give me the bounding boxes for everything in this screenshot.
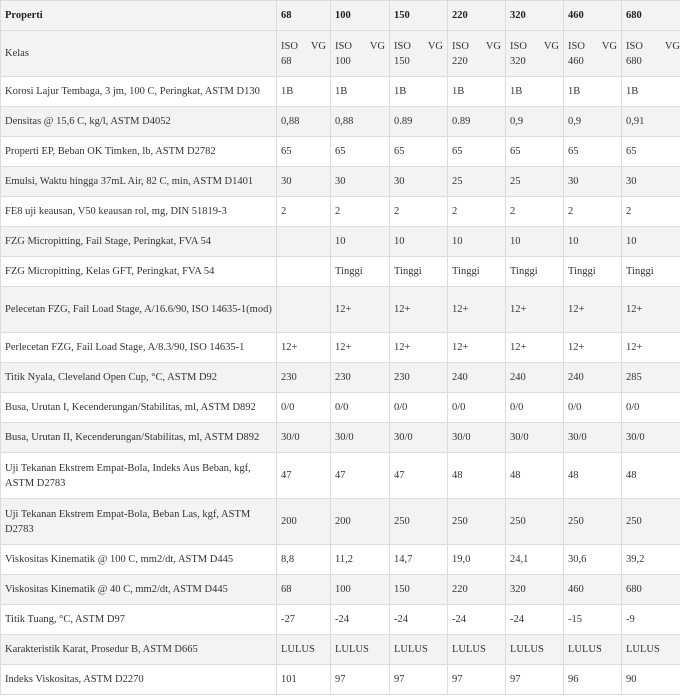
table-row-class [1, 31, 680, 77]
value-cell: 2 [448, 197, 506, 227]
value-cell: Tinggi [506, 257, 564, 287]
column-header-grade: 680 [622, 1, 680, 31]
table-row [1, 107, 680, 137]
column-header-grade: 100 [331, 1, 390, 31]
value-cell: 460 [564, 575, 622, 605]
value-cell: -24 [506, 605, 564, 635]
value-cell: Tinggi [390, 257, 448, 287]
value-cell: 30,6 [564, 545, 622, 575]
value-cell: -27 [277, 605, 331, 635]
value-cell: 30/0 [448, 423, 506, 453]
row-label: Titik Tuang, °C, ASTM D97 [1, 605, 277, 635]
value-cell: Tinggi [622, 257, 680, 287]
table-row [1, 575, 680, 605]
value-cell: 2 [564, 197, 622, 227]
value-cell: 65 [390, 137, 448, 167]
value-cell: 12+ [564, 333, 622, 363]
value-cell [277, 287, 331, 333]
value-cell: 90 [622, 665, 680, 695]
value-cell: 47 [390, 453, 448, 499]
table-row [1, 499, 680, 545]
row-label: FZG Micropitting, Kelas GFT, Peringkat, FVA 54 [1, 257, 277, 287]
row-label: Busa, Urutan I, Kecenderungan/Stabilitas, ml, ASTM D892 [1, 393, 277, 423]
value-cell: 1B [277, 77, 331, 107]
value-cell: LULUS [564, 635, 622, 665]
value-cell: 30 [622, 167, 680, 197]
row-label: Properti EP, Beban OK Timken, lb, ASTM D2782 [1, 137, 277, 167]
value-cell: 1B [331, 77, 390, 107]
value-cell: 2 [390, 197, 448, 227]
grade-cell [277, 31, 331, 77]
grade-number: 220 [452, 55, 468, 67]
value-cell: 12+ [622, 287, 680, 333]
value-cell: 220 [448, 575, 506, 605]
value-cell: LULUS [277, 635, 331, 665]
table-row [1, 77, 680, 107]
value-cell: 48 [564, 453, 622, 499]
grade-number: 460 [568, 55, 584, 67]
table-row [1, 605, 680, 635]
value-cell: 150 [390, 575, 448, 605]
value-cell: 97 [506, 665, 564, 695]
value-cell: 0/0 [564, 393, 622, 423]
table-header-row [1, 1, 680, 31]
value-cell: 2 [622, 197, 680, 227]
value-cell: 12+ [448, 287, 506, 333]
value-cell: 240 [564, 363, 622, 393]
value-cell: 0/0 [506, 393, 564, 423]
value-cell: 230 [331, 363, 390, 393]
value-cell: 24,1 [506, 545, 564, 575]
value-cell: Tinggi [448, 257, 506, 287]
value-cell: 0/0 [622, 393, 680, 423]
row-label: Uji Tekanan Ekstrem Empat-Bola, Indeks Aus Beban, kgf, ASTM D2783 [1, 453, 277, 499]
value-cell: 1B [564, 77, 622, 107]
row-label: Korosi Lajur Tembaga, 3 jm, 100 C, Peringkat, ASTM D130 [1, 77, 277, 107]
table-body [1, 31, 680, 695]
value-cell: 100 [331, 575, 390, 605]
table-row [1, 635, 680, 665]
column-header-grade: 460 [564, 1, 622, 31]
value-cell: 65 [331, 137, 390, 167]
grade-standard: ISO VG [335, 40, 385, 52]
value-cell: 14,7 [390, 545, 448, 575]
grade-number: 680 [626, 55, 642, 67]
table-row [1, 545, 680, 575]
value-cell: LULUS [448, 635, 506, 665]
value-cell: 101 [277, 665, 331, 695]
value-cell: Tinggi [564, 257, 622, 287]
row-label: Busa, Urutan II, Kecenderungan/Stabilitas, ml, ASTM D892 [1, 423, 277, 453]
column-header-grade: 150 [390, 1, 448, 31]
row-label: Titik Nyala, Cleveland Open Cup, °C, ASTM D92 [1, 363, 277, 393]
value-cell: 12+ [277, 333, 331, 363]
grade-number: 100 [335, 55, 351, 67]
table-row [1, 227, 680, 257]
value-cell: 30 [390, 167, 448, 197]
row-label: Indeks Viskositas, ASTM D2270 [1, 665, 277, 695]
value-cell: 96 [564, 665, 622, 695]
value-cell: 200 [331, 499, 390, 545]
value-cell: 0/0 [390, 393, 448, 423]
value-cell: LULUS [331, 635, 390, 665]
value-cell: -24 [390, 605, 448, 635]
value-cell: LULUS [622, 635, 680, 665]
grade-standard: ISO VG [510, 40, 559, 52]
value-cell: 12+ [448, 333, 506, 363]
value-cell: 12+ [331, 287, 390, 333]
grade-cell [448, 31, 506, 77]
value-cell: 240 [506, 363, 564, 393]
value-cell: 65 [506, 137, 564, 167]
value-cell: 12+ [564, 287, 622, 333]
value-cell: 1B [390, 77, 448, 107]
value-cell: 0,9 [506, 107, 564, 137]
value-cell: 39,2 [622, 545, 680, 575]
value-cell: 97 [448, 665, 506, 695]
value-cell: 30 [331, 167, 390, 197]
value-cell: 12+ [331, 333, 390, 363]
value-cell: 47 [331, 453, 390, 499]
grade-cell [506, 31, 564, 77]
value-cell: 2 [331, 197, 390, 227]
value-cell: 25 [506, 167, 564, 197]
row-label: Karakteristik Karat, Prosedur B, ASTM D665 [1, 635, 277, 665]
value-cell: 30/0 [331, 423, 390, 453]
value-cell: 97 [390, 665, 448, 695]
value-cell: 30/0 [390, 423, 448, 453]
grade-number: 68 [281, 55, 292, 67]
table-row [1, 393, 680, 423]
value-cell: 250 [448, 499, 506, 545]
value-cell: 250 [390, 499, 448, 545]
table-row [1, 363, 680, 393]
value-cell: LULUS [506, 635, 564, 665]
row-label: Pelecetan FZG, Fail Load Stage, A/16.6/90, ISO 14635-1(mod) [1, 287, 277, 333]
value-cell: 19,0 [448, 545, 506, 575]
value-cell: 0.89 [390, 107, 448, 137]
table-row [1, 287, 680, 333]
value-cell: Tinggi [331, 257, 390, 287]
row-label: Uji Tekanan Ekstrem Empat-Bola, Beban Las, kgf, ASTM D2783 [1, 499, 277, 545]
value-cell: 1B [622, 77, 680, 107]
value-cell: 250 [622, 499, 680, 545]
value-cell: -9 [622, 605, 680, 635]
table-row [1, 423, 680, 453]
value-cell: 230 [277, 363, 331, 393]
column-header-grade: 220 [448, 1, 506, 31]
value-cell: 12+ [506, 287, 564, 333]
value-cell [277, 257, 331, 287]
grade-standard: ISO VG [394, 40, 443, 52]
value-cell: 0/0 [331, 393, 390, 423]
value-cell: 0/0 [277, 393, 331, 423]
value-cell: 10 [506, 227, 564, 257]
value-cell: 30 [564, 167, 622, 197]
row-label: Densitas @ 15,6 C, kg/l, ASTM D4052 [1, 107, 277, 137]
row-label: Viskositas Kinematik @ 100 C, mm2/dt, ASTM D445 [1, 545, 277, 575]
column-header-property: Properti [1, 1, 277, 31]
value-cell: 48 [448, 453, 506, 499]
value-cell: 10 [564, 227, 622, 257]
value-cell: 250 [564, 499, 622, 545]
table-row [1, 257, 680, 287]
value-cell: 97 [331, 665, 390, 695]
value-cell: LULUS [390, 635, 448, 665]
value-cell: 30/0 [506, 423, 564, 453]
value-cell: 12+ [622, 333, 680, 363]
grade-number: 320 [510, 55, 526, 67]
value-cell: 2 [277, 197, 331, 227]
value-cell: -15 [564, 605, 622, 635]
value-cell: 12+ [390, 333, 448, 363]
row-label: Perlecetan FZG, Fail Load Stage, A/8.3/90, ISO 14635-1 [1, 333, 277, 363]
grade-standard: ISO VG [626, 40, 680, 52]
value-cell: 12+ [390, 287, 448, 333]
value-cell: 48 [622, 453, 680, 499]
value-cell: 320 [506, 575, 564, 605]
value-cell: 65 [564, 137, 622, 167]
value-cell: 10 [622, 227, 680, 257]
value-cell: 65 [622, 137, 680, 167]
table-row [1, 197, 680, 227]
value-cell: -24 [331, 605, 390, 635]
value-cell: 10 [331, 227, 390, 257]
table-row [1, 167, 680, 197]
grade-cell [564, 31, 622, 77]
value-cell [277, 227, 331, 257]
value-cell: 8,8 [277, 545, 331, 575]
grade-cell [622, 31, 680, 77]
value-cell: 0.89 [448, 107, 506, 137]
row-label: Viskositas Kinematik @ 40 C, mm2/dt, ASTM D445 [1, 575, 277, 605]
value-cell: 230 [390, 363, 448, 393]
value-cell: 30/0 [564, 423, 622, 453]
value-cell: 2 [506, 197, 564, 227]
value-cell: 10 [390, 227, 448, 257]
value-cell: 11,2 [331, 545, 390, 575]
value-cell: 0,88 [331, 107, 390, 137]
table-row [1, 665, 680, 695]
table-row [1, 333, 680, 363]
grade-standard: ISO VG [452, 40, 501, 52]
value-cell: 65 [448, 137, 506, 167]
value-cell: 200 [277, 499, 331, 545]
value-cell: 30/0 [277, 423, 331, 453]
grade-standard: ISO VG [568, 40, 617, 52]
value-cell: 47 [277, 453, 331, 499]
row-label: FE8 uji keausan, V50 keausan rol, mg, DIN 51819-3 [1, 197, 277, 227]
value-cell: 0,91 [622, 107, 680, 137]
value-cell: 240 [448, 363, 506, 393]
value-cell: 30 [277, 167, 331, 197]
column-header-grade: 320 [506, 1, 564, 31]
column-header-grade: 68 [277, 1, 331, 31]
value-cell: 25 [448, 167, 506, 197]
value-cell: 12+ [506, 333, 564, 363]
value-cell: 68 [277, 575, 331, 605]
value-cell: 285 [622, 363, 680, 393]
value-cell: 0,9 [564, 107, 622, 137]
value-cell: 48 [506, 453, 564, 499]
value-cell: 1B [448, 77, 506, 107]
grade-standard: ISO VG [281, 40, 326, 52]
value-cell: 30/0 [622, 423, 680, 453]
value-cell: 0/0 [448, 393, 506, 423]
table-row [1, 137, 680, 167]
value-cell: 680 [622, 575, 680, 605]
value-cell: 10 [448, 227, 506, 257]
row-label: Emulsi, Waktu hingga 37mL Air, 82 C, min, ASTM D1401 [1, 167, 277, 197]
row-label: Kelas [1, 31, 277, 77]
value-cell: -24 [448, 605, 506, 635]
grade-number: 150 [394, 55, 410, 67]
grade-cell [331, 31, 390, 77]
grade-cell [390, 31, 448, 77]
row-label: FZG Micropitting, Fail Stage, Peringkat, FVA 54 [1, 227, 277, 257]
value-cell: 250 [506, 499, 564, 545]
table-row [1, 453, 680, 499]
value-cell: 0,88 [277, 107, 331, 137]
value-cell: 1B [506, 77, 564, 107]
value-cell: 65 [277, 137, 331, 167]
